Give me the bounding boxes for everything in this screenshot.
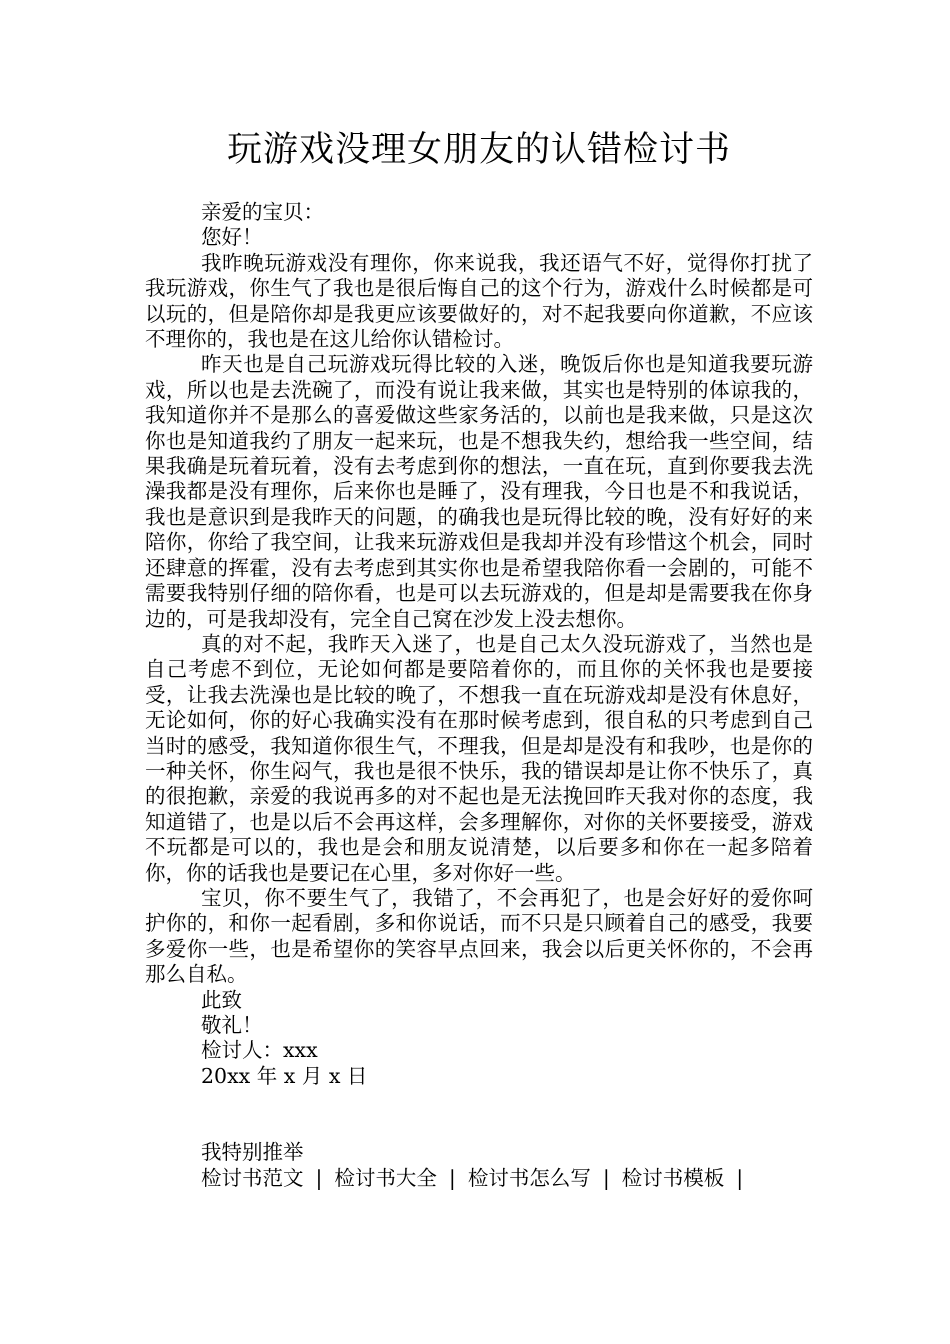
link-separator: | xyxy=(448,1165,456,1190)
signature: 检讨人：xxx xyxy=(201,1038,318,1063)
closing-line-1: 此致 xyxy=(201,987,242,1012)
link-template-collection[interactable]: 检讨书大全 xyxy=(334,1165,437,1190)
body-paragraph-4: 宝贝，你不要生气了，我错了，不会再犯了，也是会好好的爱你呵护你的，和你一起看剧，多和你说话，而不只是只顾着自己的感受，我要多爱你一些，也是希望你的笑容早点回来，我会以后更关怀你的，不会再那么自私。 xyxy=(145,885,813,987)
date: 20xx 年 x 月 x 日 xyxy=(201,1063,368,1088)
document-page xyxy=(145,128,813,1191)
link-separator: | xyxy=(736,1165,744,1190)
link-separator: | xyxy=(602,1165,610,1190)
recommend-links xyxy=(145,1166,813,1191)
document-title: 玩游戏没理女朋友的认错检讨书 xyxy=(226,130,731,170)
closing-line-2: 敬礼！ xyxy=(201,1013,263,1037)
body-paragraph-1: 我昨晚玩游戏没有理你，你来说我，我还语气不好，觉得你打扰了我玩游戏，你生气了我也是很后悔自己的这个行为，游戏什么时候都是可以玩的，但是陪你却是我更应该要做好的，对不起我要向你道歉，不应该不理你的，我也是在这儿给你认错检讨。 xyxy=(145,250,813,352)
link-template-example[interactable]: 检讨书范文 xyxy=(201,1165,304,1190)
greeting: 您好！ xyxy=(201,225,263,250)
body-paragraph-3: 真的对不起，我昨天入迷了，也是自己太久没玩游戏了，当然也是自己考虑不到位，无论如何都是要陪着你的，而且你的关怀我也是要接受，让我去洗澡也是比较的晚了，不想我一直在玩游戏却是没有休息好，无论如何，你的好心我确实没有在那时候考虑到，很自私的只考虑到自己当时的感受，我知道你很生气，不理我，但是却是没有和我吵，也是你的一种关怀，你生闷气，我也是很不快乐，我的错误却是让你不快乐了，真的很抱歉，亲爱的我说再多的对不起也是无法挽回昨天我对你的态度，我知道错了，也是以后不会再这样，会多理解你，对你的关怀要接受，游戏不玩都是可以的，我也是会和朋友说清楚，以后要多和你在一起多陪着你，你的话我也是要记在心里，多对你好一些。 xyxy=(145,631,813,885)
link-separator: | xyxy=(315,1165,323,1190)
link-how-to-write[interactable]: 检讨书怎么写 xyxy=(467,1165,591,1190)
link-template[interactable]: 检讨书模板 xyxy=(621,1165,725,1190)
recommend-heading: 我特别推举 xyxy=(201,1140,304,1165)
body-paragraph-2: 昨天也是自己玩游戏玩得比较的入迷，晚饭后你也是知道我要玩游戏，所以也是去洗碗了，而没有说让我来做，其实也是特别的体谅我的，我知道你并不是那么的喜爱做这些家务活的，以前也是我来做，只是这次你也是知道我约了朋友一起来玩，也是不想我失约，想给我一些空间，结果我确是玩着玩着，没有去考虑到你的想法，一直在玩，直到你要我去洗澡我都是没有理你，后来你也是睡了，没有理我，今日也是不和我说话，我也是意识到是我昨天的问题，的确我也是玩得比较的晚，没有好好的来陪你，你给了我空间，让我来玩游戏但是我却并没有珍惜这个机会，同时还肆意的挥霍，没有去考虑到其实你也是希望我陪你看一会剧的，可能不需要我特别仔细的陪你看，也是可以去玩游戏的，但是却是需要我在你身边的，可是我却没有，完全自己窝在沙发上没去想你。 xyxy=(145,352,813,631)
salutation: 亲爱的宝贝： xyxy=(201,200,324,224)
spacer xyxy=(145,1089,813,1140)
